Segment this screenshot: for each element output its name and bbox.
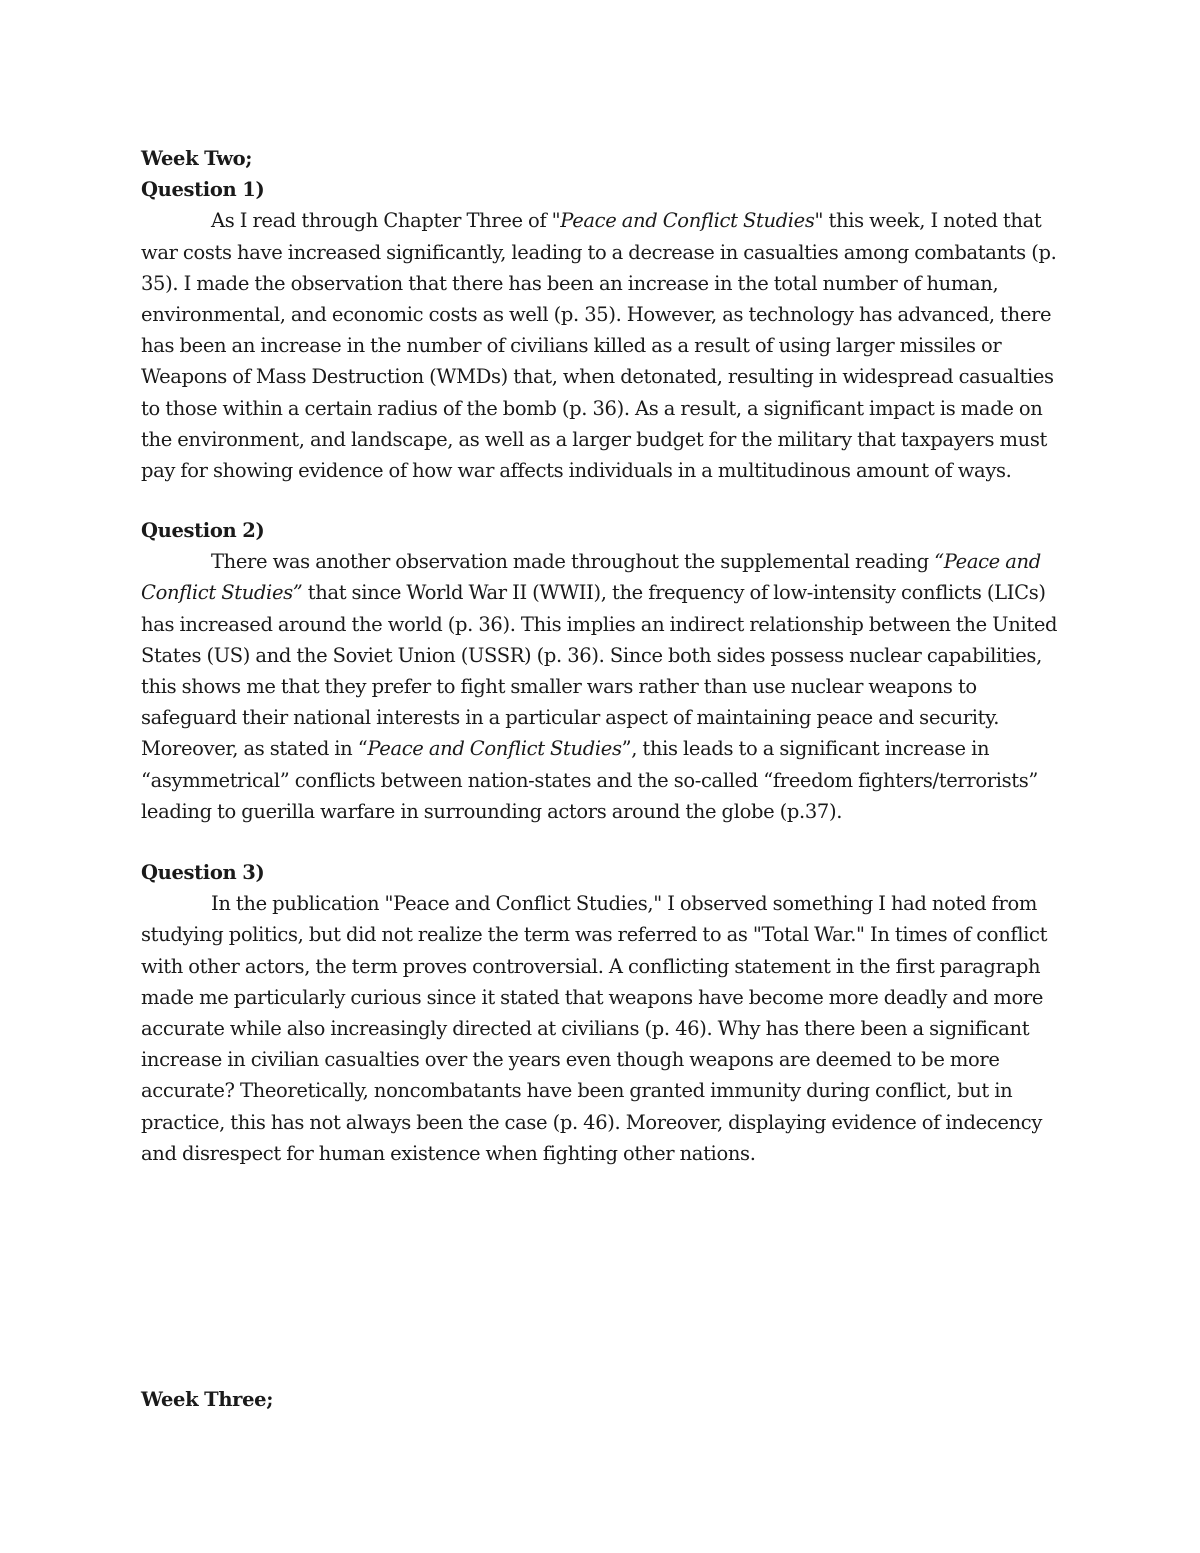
- question-3-section: [141, 857, 1061, 1169]
- question-1-heading: Question 1): [141, 178, 265, 202]
- q1-italic-title: Peace and Conflict Studies: [560, 209, 815, 233]
- q2-text-middle: that since World War II (WWII), the frequency of low-intensity conflicts (LICs) has increased around the world (p. 36). This implies an indirect relationship between the United States (US) and the Soviet Union (USSR) (p. 36). Since both sides possess nuclear capabilities, this shows me that they prefer to fight smaller wars rather than use nuclear weapons to safeguard their national interests in a particular aspect of maintaining peace and security. Moreover, as stated in “: [141, 581, 1058, 761]
- q1-text-rest: " this week, I noted that war costs have increased significantly, leading to a decrease in casualties among combatants (p. 35). I made the observation that there has been an increase in the total number of human, environmental, and economic costs as well (p. 35). However, as technology has advanced, there has been an increase in the number of civilians killed as a result of using larger missiles or Weapons of Mass Destruction (WMDs) that, when detonated, resulting in widespread casualties to those within a certain radius of the bomb (p. 36). As a result, a significant impact is made on the environment, and landscape, as well as a larger budget for the military that taxpayers must pay for showing evidence of how war affects individuals in a multitudinous amount of ways.: [141, 209, 1057, 483]
- question-2-heading: Question 2): [141, 519, 265, 542]
- week-two-heading: Week Two;: [141, 147, 253, 170]
- week-three-section: [141, 1384, 1061, 1415]
- week-two-section: [141, 143, 1061, 486]
- q2-italic-title-2: Peace and Conflict Studies: [367, 737, 622, 761]
- question-2-section: [141, 515, 1061, 827]
- q1-text-start: As I read through Chapter Three of ": [211, 209, 561, 233]
- q2-italic-title: “Peace and Conflict Studies”: [141, 550, 1041, 605]
- question-2-paragraph: [141, 546, 1061, 827]
- q2-text-start: There was another observation made throughout the supplemental reading: [211, 550, 935, 574]
- question-1-paragraph: [141, 205, 1061, 486]
- question-3-paragraph: In the publication "Peace and Conflict Studies," I observed something I had noted from studying politics, but did not realize the term was referred to as "Total War." In times of conflict with other actors, the term proves controversial. A conflicting statement in the first paragraph made me particularly curious since it stated that weapons have become more deadly and more accurate while also increasingly directed at civilians (p. 46). Why has there been a significant increase in civilian casualties over the years even though weapons are deemed to be more accurate? Theoretically, noncombatants have been granted immunity during conflict, but in practice, this has not always been the case (p. 46). Moreover, displaying evidence of indecency and disrespect for human existence when fighting other nations.: [141, 892, 1048, 1165]
- question-3-heading: Question 3): [141, 861, 265, 884]
- week-three-heading: Week Three;: [141, 1388, 274, 1411]
- q2-text-end: ”, this leads to a significant increase in “asymmetrical” conflicts between nation-states and the so-called “freedom fighters/terrorists” leading to guerilla warfare in surrounding actors around the globe (p.37).: [141, 737, 1039, 823]
